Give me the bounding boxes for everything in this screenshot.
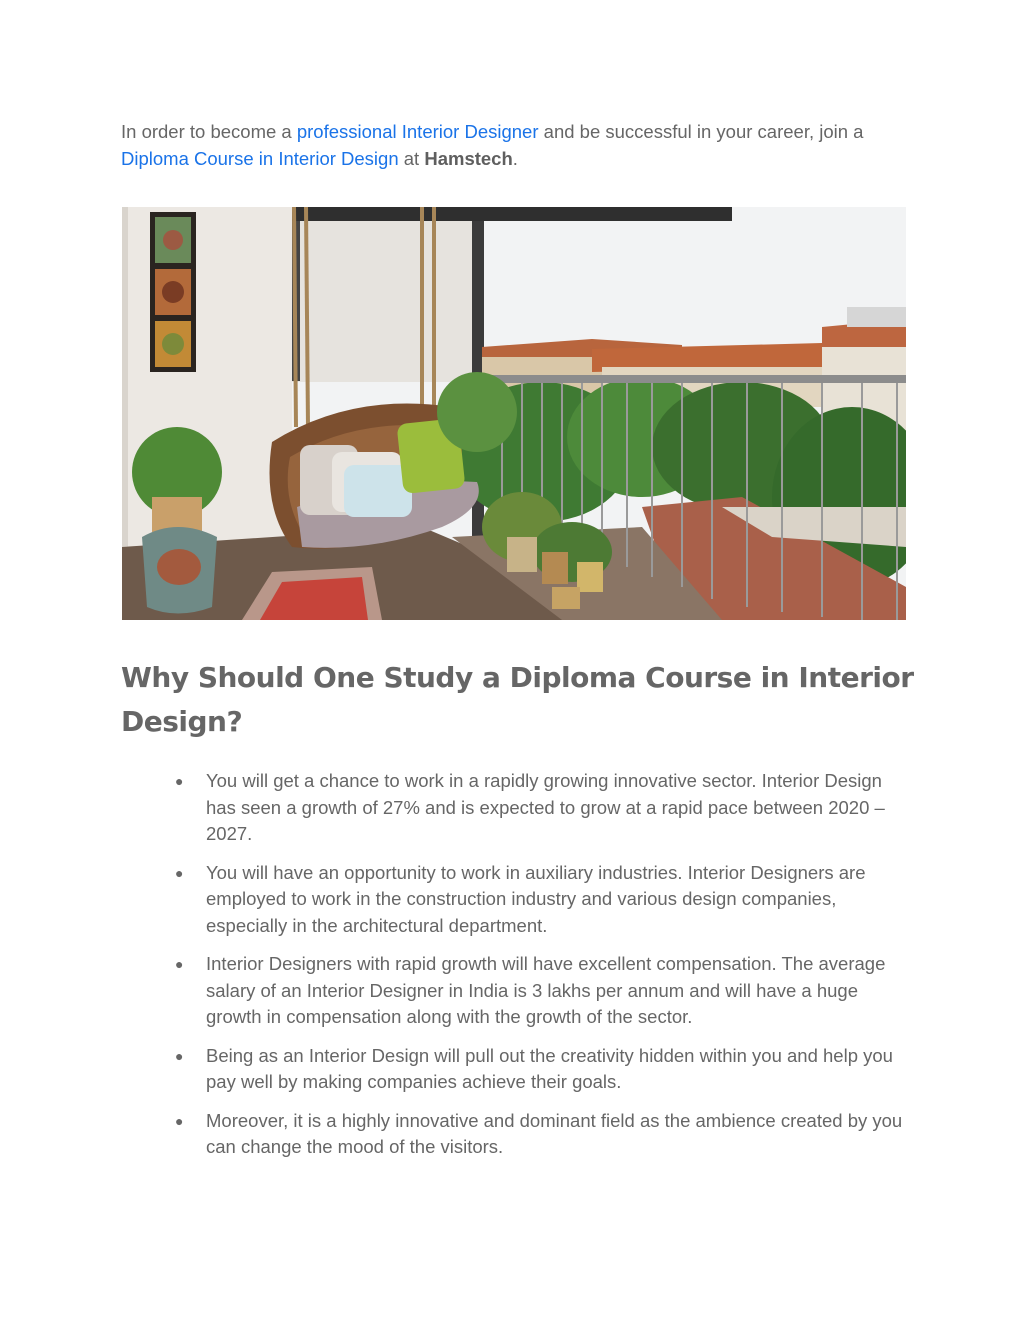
list-item-text: Being as an Interior Design will pull out the creativity hidden within you and help you pay well by making companies achieve their goals. (206, 1044, 893, 1092)
section-heading: Why Should One Study a Diploma Course in Interior Design? (121, 661, 914, 738)
bullet-icon: ● (175, 1112, 184, 1129)
diploma-course-link[interactable]: Diploma Course in Interior Design (121, 148, 399, 169)
intro-paragraph (121, 118, 911, 172)
list-item-text: You will have an opportunity to work in auxiliary industries. Interior Designers are employed to work in the construction industry and various design companies, especially in the architectural department. (206, 861, 866, 936)
intro-text-4: . (512, 148, 518, 169)
list-item-text: Moreover, it is a highly innovative and dominant field as the ambience created by you can change the mood of the visitors. (206, 1109, 903, 1157)
list-item (175, 951, 910, 1031)
list-item-text: Interior Designers with rapid growth will have excellent compensation. The average salary of an Interior Designer in India is 3 lakhs per annum and will have a huge growth in compensation along with the growth of the sector. (206, 953, 886, 1027)
benefits-list (175, 768, 910, 1173)
intro-text-1: In order to become a (121, 121, 297, 142)
list-item (175, 860, 910, 940)
bullet-icon: ● (175, 773, 184, 789)
list-item (175, 1108, 910, 1161)
intro-text-2: and be successful in your career, join a (538, 121, 864, 142)
bullet-icon: ● (175, 956, 184, 972)
professional-interior-designer-link[interactable]: professional Interior Designer (296, 121, 539, 142)
intro-text-3: at (398, 148, 425, 169)
list-item (175, 1043, 910, 1096)
list-item-text: You will get a chance to work in a rapidly growing innovative sector. Interior Design has seen a growth of 27% and is expected to grow at a rapid pace between 2020 – 2027. (206, 770, 885, 844)
bullet-icon: ● (175, 864, 184, 881)
bullet-icon: ● (175, 1047, 184, 1064)
brand-name: Hamstech (424, 148, 513, 169)
balcony-swing-photo (122, 207, 906, 620)
list-item (175, 768, 910, 848)
